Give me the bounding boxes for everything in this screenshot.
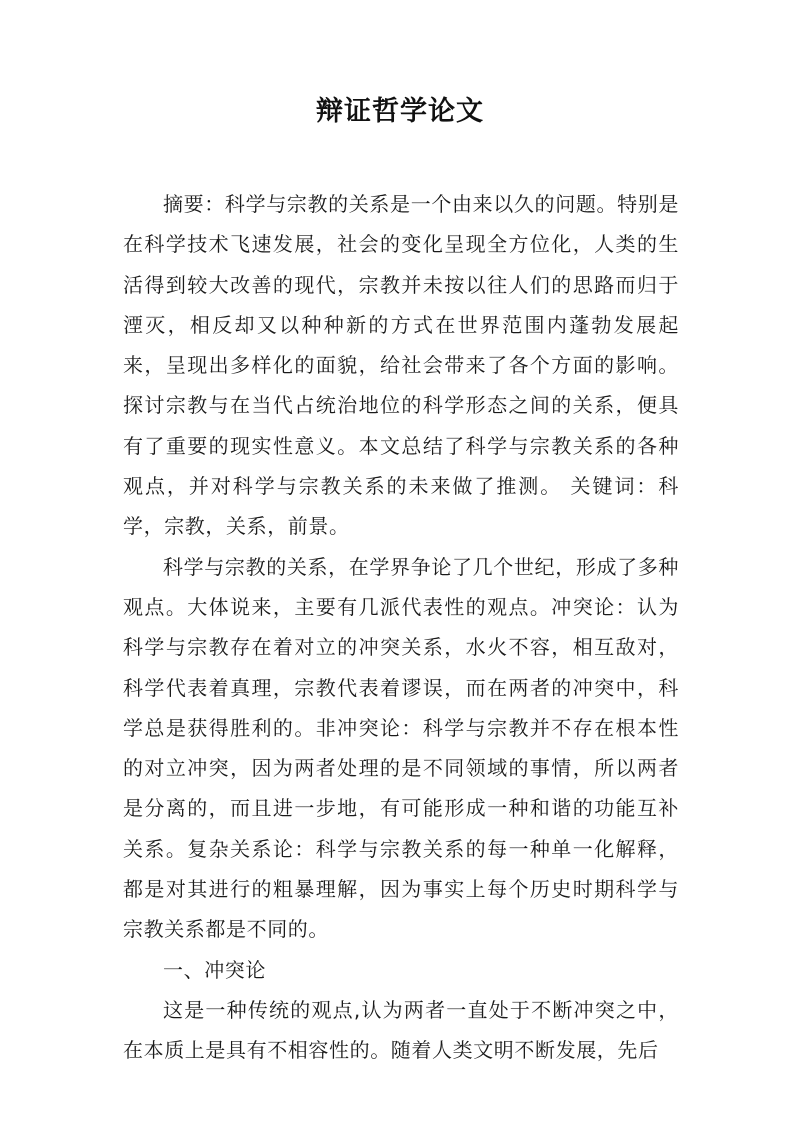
document-body — [123, 184, 679, 1071]
abstract-paragraph: 摘要：科学与宗教的关系是一个由来以久的问题。特别是在科学技术飞速发展，社会的变化呈现全方位化，人类的生活得到较大改善的现代，宗教并未按以往人们的思路而归于湮灭，相反却又以种种新的方式在世界范围内蓬勃发展起来，呈现出多样化的面貌，给社会带来了各个方面的影响。探讨宗教与在当代占统治地位的科学形态之间的关系，便具有了重要的现实性意义。本文总结了科学与宗教关系的各种观点，并对科学与宗教关系的未来做了推测。 关键词：科学，宗教，关系，前景。 — [123, 192, 679, 539]
document-title: 辩证哲学论文 — [316, 96, 484, 127]
body-paragraph: 科学与宗教的关系，在学界争论了几个世纪，形成了多种观点。大体说来，主要有几派代表性的观点。冲突论：认为科学与宗教存在着对立的冲突关系，水火不容，相互敌对，科学代表着真理，宗教代表着谬误，而在两者的冲突中，科学总是获得胜利的。非冲突论：科学与宗教并不存在根本性的对立冲突，因为两者处理的是不同领域的事情，所以两者是分离的，而且进一步地，有可能形成一种和谐的功能互补关系。复杂关系论：科学与宗教关系的每一种单一化解释，都是对其进行的粗暴理解，因为事实上每个历史时期科学与宗教关系都是不同的。 — [123, 554, 679, 942]
body-paragraph: 这是一种传统的观点,认为两者一直处于不断冲突之中，在本质上是具有不相容性的。随着人类文明不断发展，先后 — [123, 997, 679, 1063]
section-heading: 一、冲突论 — [163, 957, 266, 982]
